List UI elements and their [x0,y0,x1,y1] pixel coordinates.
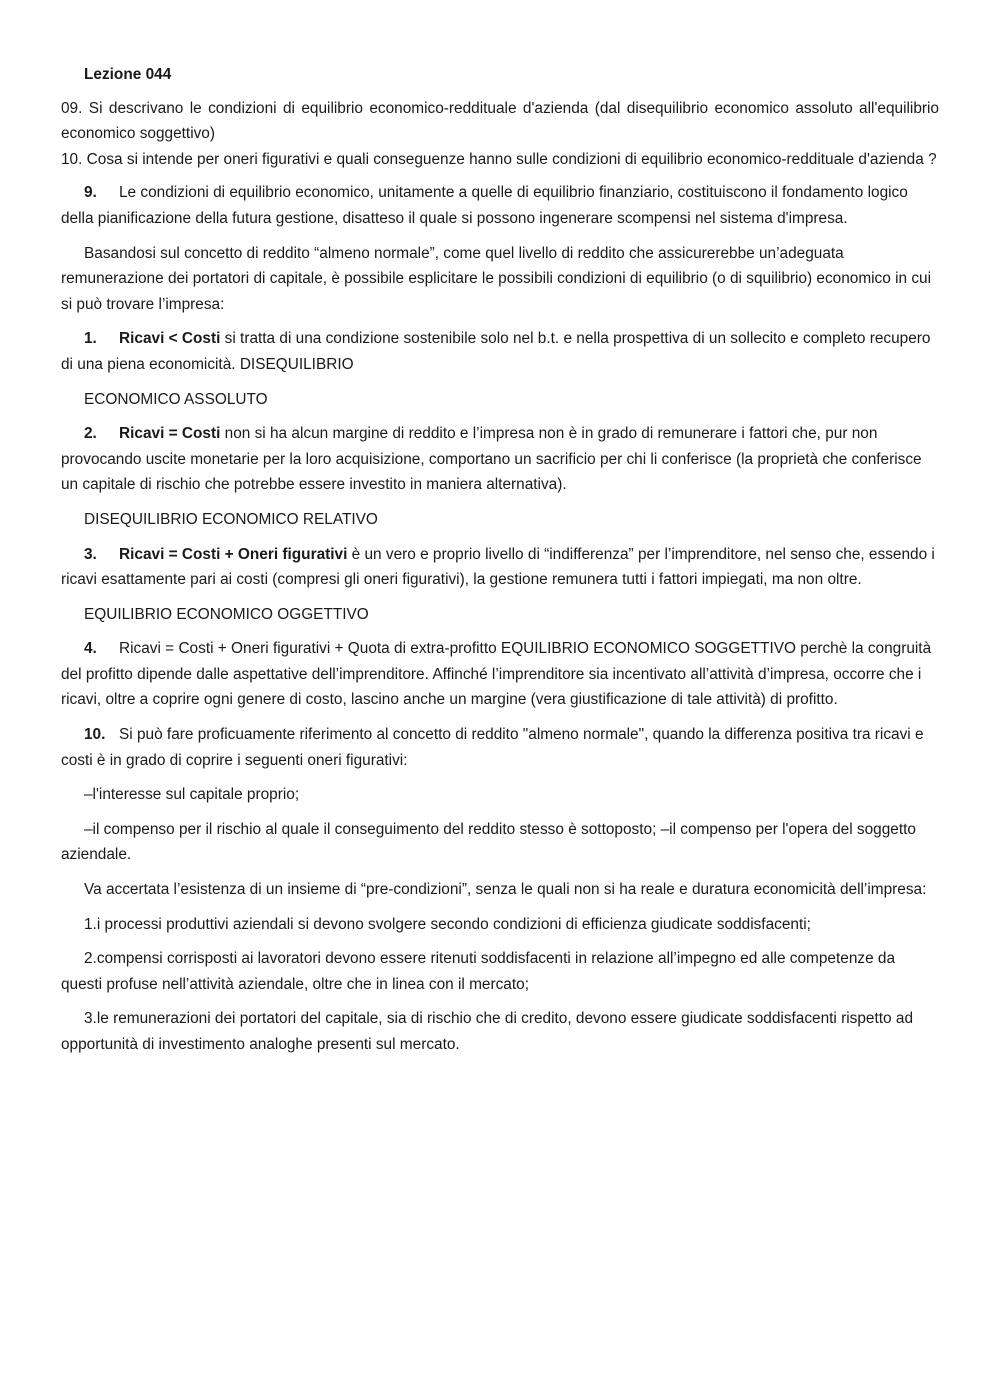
condition-item-3-text: è un vero e proprio livello di “indifferenza” per l’imprenditore, nel senso che, essendo i ricavi esattamente pari ai costi (compresi gli oneri figurativi), la gestione remunera tutti i fattori impiegati, ma non oltre. [61,545,935,589]
document-page [61,62,939,1067]
condition-item-4-number: 4. [84,640,97,658]
condition-item-3-number: 3. [84,545,97,563]
precondition-2: 2.compensi corrisposti ai lavoratori devono essere ritenuti soddisfacenti in relazione all’impegno ed alle competenze da questi profuse nell’attività aziendale, oltre che in linea con il mercato; [61,950,896,993]
precondition-3: 3.le remunerazioni dei portatori del capitale, sia di rischio che di credito, devono essere giudicate soddisfacenti rispetto ad opportunità di investimento analoghe presenti sul mercato. [61,1010,913,1053]
condition-item-2 [61,421,939,498]
condition-item-4 [61,636,939,713]
condition-item-1-number: 1. [84,330,97,348]
question-10: 10. Cosa si intende per oneri figurativi e quali conseguenze hanno sulle condizioni di equilibrio economico-reddituale d'azienda ? [61,150,937,168]
condition-item-2-number: 2. [84,425,97,443]
condition-item-4-text: Ricavi = Costi + Oneri figurativi + Quota di extra-profitto EQUILIBRIO ECONOMICO SOGGETTIVO perchè la congruità del profitto dipende dalle aspettative dell’imprenditore. Affinché l’imprenditore sia incentivato all’attività d’impresa, occorre che i ricavi, oltre a coprire ogni genere di costo, lascino anche un margine (vera giustificazione di tale attività) di profitto. [61,640,932,709]
condition-item-1-text: si tratta di una condizione sostenibile solo nel b.t. e nella prospettiva di un sollecito e completo recupero di una piena economicità. DISEQUILIBRIO [61,330,931,373]
condition-item-3-label: EQUILIBRIO ECONOMICO OGGETTIVO [84,605,369,623]
answer-9-intro [61,180,939,231]
answer-10-paragraph-2: Va accertata l’esistenza di un insieme di “pre-condizioni”, senza le quali non si ha reale e duratura economicità dell’impresa: [84,881,927,899]
answer-10-intro [61,722,939,773]
answer-10-number: 10. [84,726,106,744]
condition-item-1-label: ECONOMICO ASSOLUTO [84,390,268,408]
question-09: 09. Si descrivano le condizioni di equilibrio economico-reddituale d'azienda (dal disequilibrio economico assoluto all'equilibrio economico soggettivo) [61,99,939,143]
lesson-title: Lezione 044 [84,66,172,83]
oneri-list-item-2: –il compenso per il rischio al quale il conseguimento del reddito stesso è sottoposto; –il compenso per l'opera del soggetto aziendale. [61,820,916,864]
condition-item-1 [61,326,939,377]
condition-item-1-formula: Ricavi < Costi [119,330,221,348]
condition-item-2-text: non si ha alcun margine di reddito e l’impresa non è in grado di remunerare i fattori che, pur non provocando uscite monetarie per la loro acquisizione, comportano un sacrificio per chi li conferisce (la proprietà che conferisce un capitale di rischio che potrebbe essere investito in maniera alternativa). [61,425,922,494]
condition-item-2-formula: Ricavi = Costi [119,425,221,443]
questions-block [61,96,939,173]
precondition-1: 1.i processi produttivi aziendali si devono svolgere secondo condizioni di efficienza giudicate soddisfacenti; [84,915,811,933]
condition-item-2-label: DISEQUILIBRIO ECONOMICO RELATIVO [84,510,378,528]
oneri-list-item-1: –l'interesse sul capitale proprio; [84,786,300,804]
answer-10-intro-text: Si può fare proficuamente riferimento al concetto di reddito "almeno normale", quando la differenza positiva tra ricavi e costi è in grado di coprire i seguenti oneri figurativi: [61,726,924,769]
answer-9-intro-text: Le condizioni di equilibrio economico, unitamente a quelle di equilibrio finanziario, costituiscono il fondamento logico della pianificazione della futura gestione, disatteso il quale si possono ingenerare scompensi nel sistema d'impresa. [61,184,908,227]
condition-item-3-formula: Ricavi = Costi + Oneri figurativi [119,545,348,563]
answer-9-number: 9. [84,184,97,202]
condition-item-3 [61,542,939,593]
answer-9-paragraph-2: Basandosi sul concetto di reddito “almeno normale”, come quel livello di reddito che assicurerebbe un’adeguata remunerazione dei portatori di capitale, è possibile esplicitare le possibili condizioni di equilibrio (o di squilibrio) economico in cui si può trovare l’impresa: [61,244,932,313]
